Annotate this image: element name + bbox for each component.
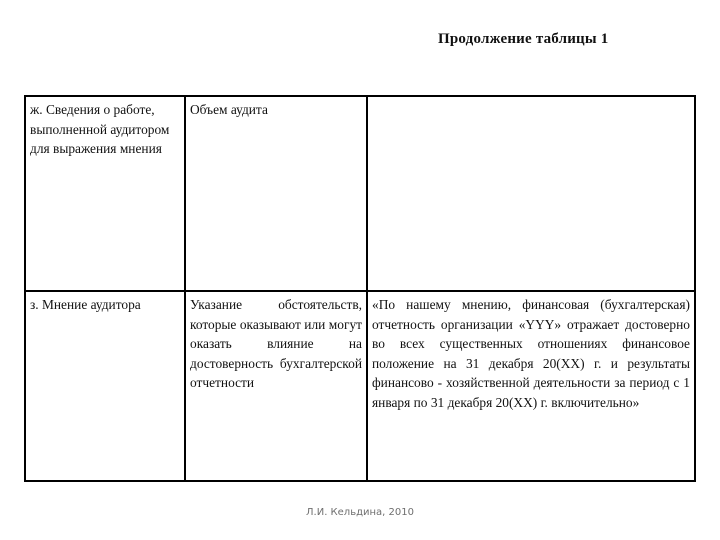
table-caption: Продолжение таблицы 1	[438, 31, 609, 47]
table-cell-element: Указание обстоятельств, которые оказывают или могут оказать влияние на достоверность бухгалтерской отчетности	[185, 291, 367, 481]
table-row	[25, 96, 695, 291]
table-cell-section: з. Мнение аудитора	[25, 291, 185, 481]
audit-table	[24, 95, 696, 482]
table-cell-example	[367, 96, 695, 291]
footer-author: Л.И. Кельдина, 2010	[306, 507, 414, 518]
table-cell-example: «По нашему мнению, финансовая (бухгалтерская) отчетность организации «YYY» отражает достоверно во всех существенных отношениях финансовое положение на 31 декабря 20(XX) г. и результаты финансово - хозяйственной деятельности за период с 1 января по 31 декабря 20(XX) г. включительно»	[367, 291, 695, 481]
table-cell-element: Объем аудита	[185, 96, 367, 291]
table-cell-section: ж. Сведения о работе, выполненной аудитором для выражения мнения	[25, 96, 185, 291]
table-row	[25, 291, 695, 481]
